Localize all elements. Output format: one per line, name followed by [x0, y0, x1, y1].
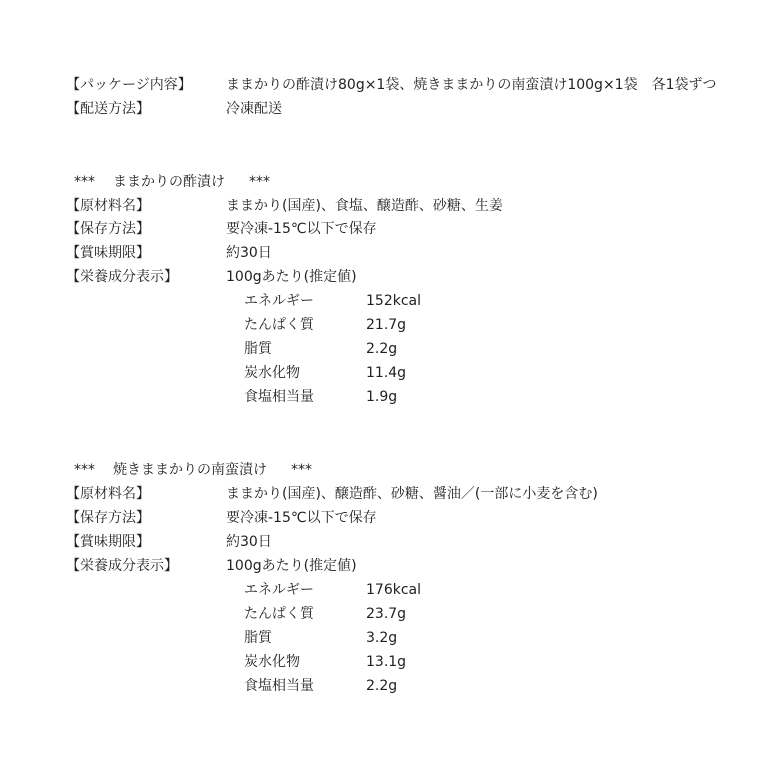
nutrition-item-value: 1.9g — [366, 389, 398, 405]
storage-value: 要冷凍-15℃以下で保存 — [226, 510, 377, 526]
nutrition-item-value: 2.2g — [366, 678, 398, 694]
shipping-method-label: 【配送方法】 — [66, 101, 150, 117]
section-title: ままかりの酢漬け — [113, 174, 225, 190]
nutrition-item-name: 炭水化物 — [244, 654, 300, 670]
storage-value: 要冷凍-15℃以下で保存 — [226, 221, 377, 237]
ingredients-value: ままかり(国産)、食塩、醸造酢、砂糖、生姜 — [226, 198, 503, 214]
heading-stars: *** — [249, 174, 270, 190]
nutrition-item-name: 食塩相当量 — [244, 678, 314, 694]
heading-stars: *** — [74, 462, 95, 478]
nutrition-item-name: たんぱく質 — [244, 606, 314, 622]
ingredients-label: 【原材料名】 — [66, 486, 150, 502]
section-title: 焼きままかりの南蛮漬け — [113, 462, 267, 478]
heading-stars: *** — [74, 174, 95, 190]
section-heading — [74, 172, 270, 192]
package-content-label: 【パッケージ内容】 — [66, 77, 192, 93]
heading-stars: *** — [291, 462, 312, 478]
nutrition-item-value: 11.4g — [366, 365, 407, 381]
nutrition-item-name: 脂質 — [244, 341, 272, 357]
ingredients-value: ままかり(国産)、醸造酢、砂糖、醤油／(一部に小麦を含む) — [226, 486, 598, 502]
nutrition-item-name: エネルギー — [244, 582, 314, 598]
section-heading — [74, 460, 312, 480]
best-before-value: 約30日 — [226, 534, 272, 550]
nutrition-basis: 100gあたり(推定値) — [226, 558, 357, 574]
shipping-method-value: 冷凍配送 — [226, 101, 282, 117]
nutrition-item-name: 炭水化物 — [244, 365, 300, 381]
nutrition-item-value: 3.2g — [366, 630, 398, 646]
nutrition-label: 【栄養成分表示】 — [66, 558, 178, 574]
nutrition-item-value: 13.1g — [366, 654, 407, 670]
ingredients-label: 【原材料名】 — [66, 198, 150, 214]
best-before-value: 約30日 — [226, 245, 272, 261]
nutrition-item-name: エネルギー — [244, 293, 314, 309]
nutrition-item-value: 21.7g — [366, 317, 407, 333]
nutrition-item-value: 23.7g — [366, 606, 407, 622]
best-before-label: 【賞味期限】 — [66, 534, 150, 550]
nutrition-item-name: たんぱく質 — [244, 317, 314, 333]
package-content-value: ままかりの酢漬け80g×1袋、焼きままかりの南蛮漬け100g×1袋 各1袋ずつ — [226, 77, 717, 93]
storage-label: 【保存方法】 — [66, 510, 150, 526]
storage-label: 【保存方法】 — [66, 221, 150, 237]
nutrition-label: 【栄養成分表示】 — [66, 269, 178, 285]
nutrition-item-name: 食塩相当量 — [244, 389, 314, 405]
nutrition-basis: 100gあたり(推定値) — [226, 269, 357, 285]
best-before-label: 【賞味期限】 — [66, 245, 150, 261]
nutrition-item-value: 2.2g — [366, 341, 398, 357]
nutrition-item-value: 176kcal — [366, 582, 421, 598]
nutrition-item-name: 脂質 — [244, 630, 272, 646]
nutrition-item-value: 152kcal — [366, 293, 421, 309]
